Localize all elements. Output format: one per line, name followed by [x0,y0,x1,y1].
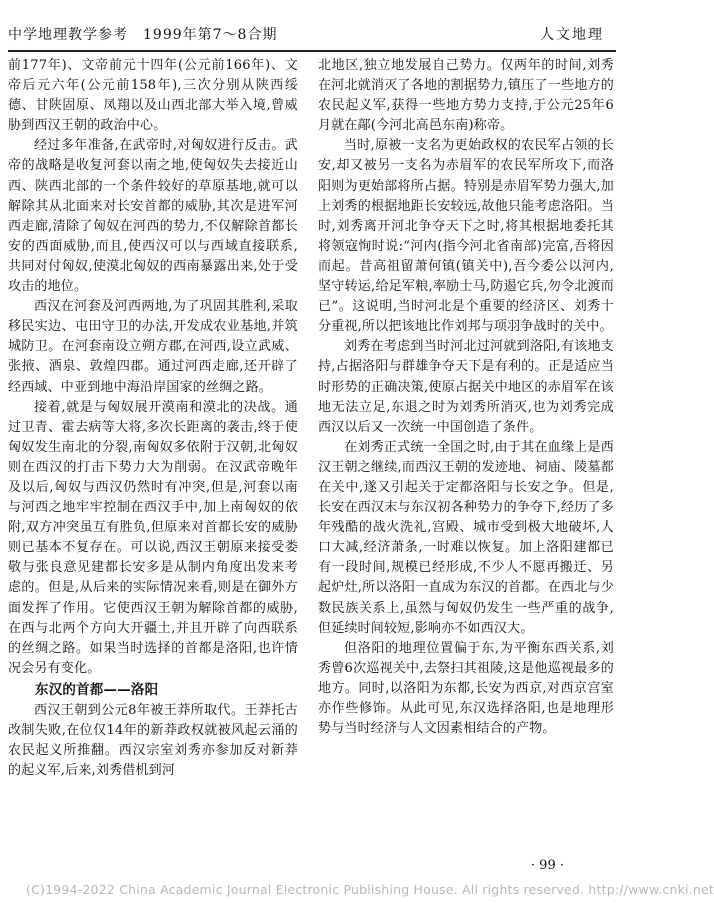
paragraph: 经过多年准备,在武帝时,对匈奴进行反击。武帝的战略是收复河套以南之地,使匈奴失去接近山西、陕西北部的一个条件较好的草原基地,就可以解除其从北面来对长安首都的威胁,其次是进军河西走廊,清除了匈奴在河西的势力,不仅解除首都长安的西面威胁,而且,使西汉可以与西域直接联系,共同对付匈奴,使漠北匈奴的西南暴露出来,处于受攻击的地位。 [8,138,298,295]
copyright-footer: (C)1994-2022 China Academic Journal Electronic Publishing House. All rights reserved. http://www.cnki.net [26,882,714,897]
journal-title: 中学地理教学参考 1999年第7～8合期 [8,27,278,43]
header-divider [8,50,616,52]
paragraph: 但洛阳的地理位置偏于东,为平衡东西关系,刘秀曾6次巡视关中,去祭扫其祖陵,这是他巡视最多的地方。同时,以洛阳为东都,长安为西京,对西京宫室亦作些修饰。从此可见,东汉选择洛阳,也是地理形势与当时经济与人文因素相结合的产物。 [318,640,614,737]
page-number: · 99 · [530,858,564,873]
right-column [318,56,614,739]
paragraph: 西汉王朝到公元8年被王莽所取代。王莽托古改制失败,在位仅14年的新莽政权就被风起云涌的农民起义所推翻。西汉宗室刘秀亦参加反对新莽的起义军,后来,刘秀借机到河 [8,703,298,779]
section-title: 人文地理 [540,27,604,43]
left-column [8,56,298,781]
paragraph: 西汉在河套及河西两地,为了巩固其胜利,采取移民实边、屯田守卫的办法,开发成农业基地,并筑城防卫。在河套南设立朔方郡,在河西,设立武威、张掖、酒泉、敦煌四郡。通过河西走廊,还开辟了经西域、中亚到地中海沿岸国家的丝绸之路。 [8,299,298,395]
paragraph: 当时,原被一支名为更始政权的农民军占领的长安,却又被另一支名为赤眉军的农民军所攻下,而洛阳则为更始部将所占据。特别是赤眉军势力强大,加上刘秀的根据地距长安较远,故他只能考虑洛阳。当时,刘秀离开河北争夺天下之时,将其根据地委托其将领寇恂时说:“河内(指今河北省南部)完富,吾将因而起。昔高祖留萧何镇(镇关中),吾今委公以河内,坚守转运,给足军粮,率励士马,防遏它兵,勿令北渡而已”。这说明,当时河北是个重要的经济区、刘秀十分重视,所以把该地比作刘邦与项羽争战时的关中。 [318,138,614,335]
paragraph: 刘秀在考虑到当时河北过河就到洛阳,有该地支持,占据洛阳与群雄争夺天下是有利的。正是适应当时形势的正确决策,使原占据关中地区的赤眉军在该地无法立足,东退之时为刘秀所消灭,也为刘秀完成西汉以后又一次统一中国创造了条件。 [318,339,614,435]
page-header [8,6,616,46]
paragraph: 前177年)、文帝前元十四年(公元前166年)、文帝后元六年(公元前158年),三次分别从陕西绥德、甘陕固原、凤翔以及山西北部大举入境,曾威胁到西汉王朝的政治中心。 [8,58,298,134]
paragraph: 在刘秀正式统一全国之时,由于其在血缘上是西汉王朝之继续,而西汉王朝的发迹地、祠庙、陵墓都在关中,遂又引起关于定都洛阳与长安之争。但是,长安在西汉末与东汉初各种势力的争夺下,经历了多年残酷的战火洗礼,宫殿、城市受到极大地破坏,人口大减,经济萧条,一时难以恢复。加上洛阳建都已有一段时间,规模已经形成,不少人不愿再搬迁、另起炉灶,所以洛阳一直成为东汉的首都。在西北与少数民族关系上,虽然与匈奴仍发生一些严重的战争,但延续时间较短,影响亦不如西汉大。 [318,439,614,636]
paragraph: 接着,就是与匈奴展开漠南和漠北的决战。通过卫青、霍去病等大将,多次长距离的袭击,终于使匈奴发生南北的分裂,南匈奴多依附于汉朝,北匈奴则在西汉的打击下势力大为削弱。在汉武帝晚年及以后,匈奴与西汉仍然时有冲突,但是,河套以南与河西之地牢牢控制在西汉手中,加上南匈奴的依附,双方冲突虽互有胜负,但原来对首都长安的威胁则已基本不复存在。可以说,西汉王朝原来接受娄敬与张良意见建都长安多是从制内角度出发来考虑的。但是,从后来的实际情况来看,则是在御外方面发挥了作用。它使西汉王朝为解除首都的威胁,在西与北两个方向大开疆土,并且开辟了向西联系的丝绸之路。如果当时选择的首都是洛阳,也许情况会另有变化。 [8,399,298,676]
paragraph: 北地区,独立地发展自己势力。仅两年的时间,刘秀在河北就消灭了各地的割据势力,镇压了一些地方的农民起义军,获得一些地方势力支持,于公元25年6月就在鄗(今河北高邑东南)称帝。 [318,58,614,134]
section-heading: 东汉的首都——洛阳 [35,681,159,698]
